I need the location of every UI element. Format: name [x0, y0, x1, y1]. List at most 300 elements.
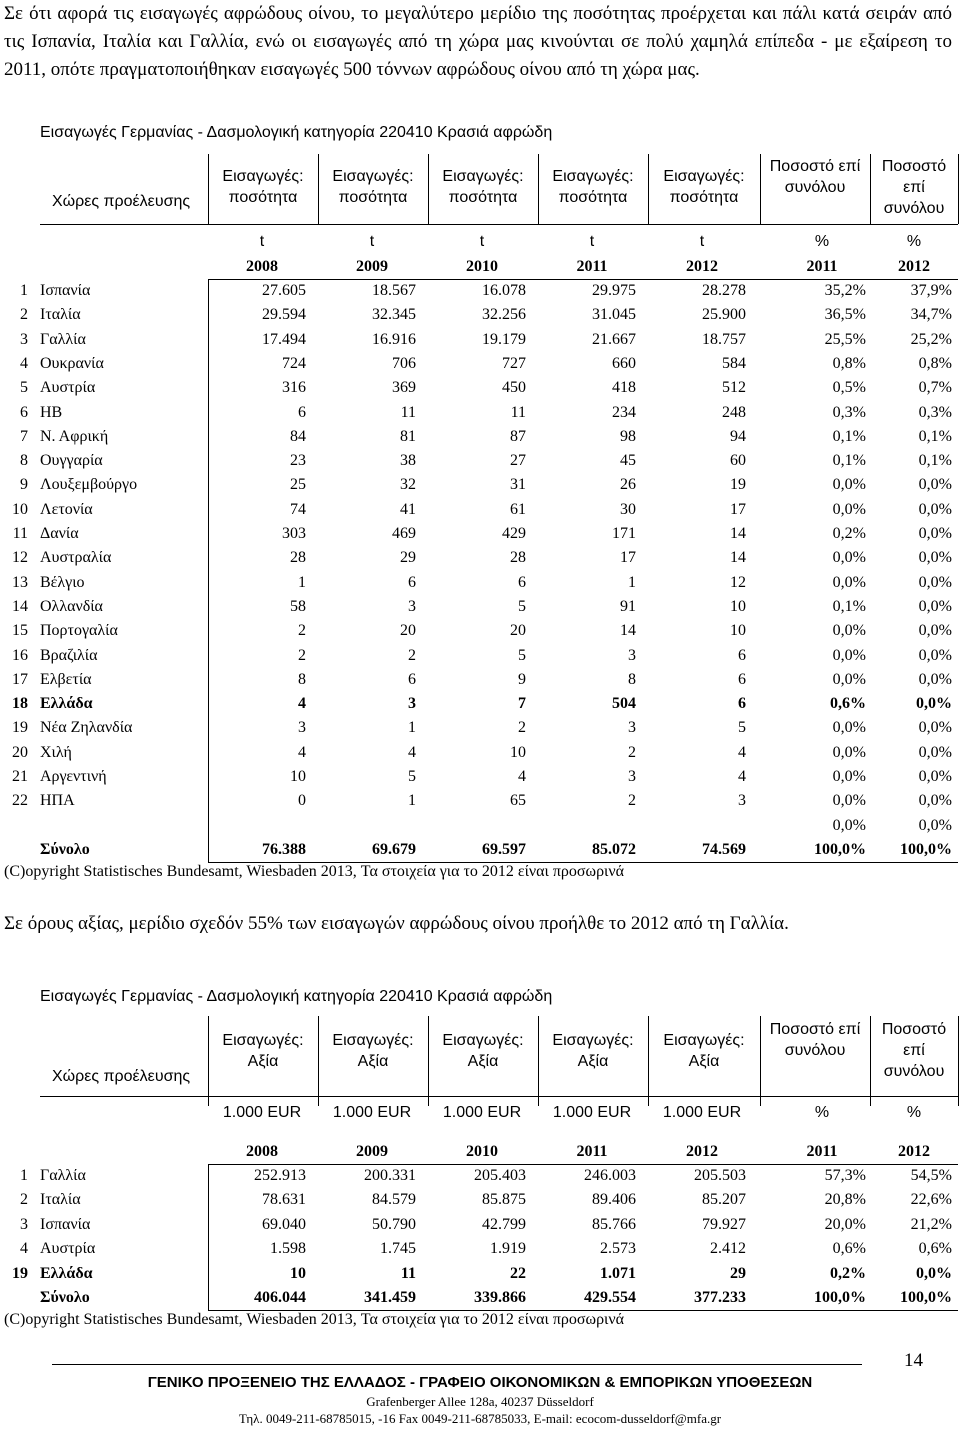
cell-value: 3 [408, 597, 416, 615]
cell-value: 1 [408, 719, 416, 737]
cell-value: 42.799 [482, 1215, 526, 1233]
table-title: Εισαγωγές Γερμανίας - Δασμολογική κατηγορία 220410 Κρασιά αφρώδη [40, 124, 553, 141]
cell-value: 0,0% [832, 768, 866, 785]
unit-label: % [814, 1104, 830, 1121]
cell-value: 0,0% [918, 670, 952, 688]
cell-value: 16.078 [482, 282, 526, 299]
cell-value: 1.598 [270, 1240, 306, 1258]
cell-value: 11 [400, 1264, 416, 1282]
total-row [0, 838, 960, 862]
cell-value: 2.412 [710, 1240, 746, 1258]
total-value: 429.554 [584, 1289, 636, 1306]
cell-value: 25 [290, 476, 306, 494]
table-row [0, 328, 960, 352]
header-border [208, 1016, 209, 1106]
row-number: 19 [12, 719, 28, 737]
cell-value: 0,1% [918, 452, 952, 470]
cell-value: 6 [408, 670, 416, 688]
row-number: 3 [20, 330, 28, 348]
cell-value: 20,8% [824, 1191, 866, 1209]
row-number: 3 [20, 1215, 28, 1233]
row-number: 6 [20, 403, 28, 421]
cell-value: 2 [408, 646, 416, 664]
footer-address: Grafenberger Allee 128a, 40237 Düsseldorf [366, 1394, 594, 1409]
cell-value: 85.766 [592, 1215, 636, 1233]
cell-value: 316 [282, 379, 306, 397]
cell-value: 11 [510, 403, 526, 421]
cell-value: 4 [408, 743, 416, 761]
unit-label: % [906, 233, 922, 250]
cell-value: 2 [628, 743, 636, 761]
cell-value: 252.913 [254, 1167, 306, 1184]
country-name: Αργεντινή [40, 768, 107, 785]
column-header: Εισαγωγές: Αξία [332, 1032, 414, 1070]
cell-value: 6 [738, 695, 746, 713]
cell-value: 0,3% [918, 403, 952, 421]
cell-value: 84.579 [372, 1191, 416, 1209]
table-row [0, 1237, 960, 1261]
cell-value: 0,0% [832, 670, 866, 688]
row-number: 1 [20, 282, 28, 299]
table-row [0, 1164, 960, 1188]
cell-value: 10 [290, 768, 306, 785]
header-border [648, 1016, 649, 1106]
year-label: 2010 [466, 1143, 498, 1160]
cell-value: 727 [502, 354, 526, 372]
column-header: Ποσοστό επί συνόλου [769, 158, 861, 196]
unit-label: 1.000 EUR [332, 1104, 412, 1121]
cell-value: 58 [290, 597, 306, 615]
country-name: Πορτογαλία [40, 622, 118, 640]
cell-value: 429 [502, 525, 526, 542]
header-rule [40, 224, 958, 225]
table-row [0, 1213, 960, 1237]
years-row [0, 255, 960, 279]
header-border [538, 154, 539, 224]
table-row [0, 449, 960, 473]
cell-value: 32 [400, 476, 416, 494]
row-number: 20 [12, 743, 28, 761]
cell-value: 0,0% [918, 719, 952, 737]
cell-value: 91 [620, 597, 636, 615]
row-number: 2 [20, 306, 28, 324]
total-label: Σύνολο [40, 1289, 90, 1306]
year-label: 2009 [356, 258, 388, 275]
cell-value: 660 [612, 354, 636, 372]
cell-value: 0,3% [832, 403, 866, 421]
row-number: 14 [12, 597, 28, 615]
unit-label: % [814, 233, 830, 250]
cell-value: 2 [628, 792, 636, 810]
cell-value: 61 [510, 500, 526, 518]
country-header: Χώρες προέλευσης [51, 1068, 191, 1085]
cell-value: 69.040 [262, 1215, 306, 1233]
total-value: 100,0% [900, 1289, 952, 1306]
header-border [760, 154, 761, 224]
cell-value: 22 [510, 1264, 526, 1282]
row-number: 2 [20, 1191, 28, 1209]
column-header: Εισαγωγές: ποσότητα [663, 168, 745, 206]
cell-value: 0,6% [830, 695, 866, 713]
cell-value: 2 [298, 622, 306, 640]
cell-value: 98 [620, 427, 636, 445]
cell-value: 23 [290, 452, 306, 470]
cell-value: 504 [612, 695, 636, 713]
country-name: Βέλγιο [40, 573, 85, 591]
total-label: Σύνολο [40, 840, 90, 858]
row-number: 19 [12, 1264, 28, 1282]
cell-value: 6 [738, 646, 746, 664]
country-name: Αυστρία [40, 379, 96, 397]
cell-value: 30 [620, 500, 636, 518]
cell-value: 234 [612, 403, 636, 421]
column-header: Ποσοστό επί συνόλου [881, 1021, 947, 1080]
total-row [0, 1286, 960, 1310]
column-header: Εισαγωγές: ποσότητα [332, 168, 414, 206]
cell-value: 1.071 [600, 1264, 636, 1282]
cell-value: 469 [392, 525, 416, 542]
cell-value: 9 [518, 670, 526, 688]
cell-value: 29.975 [592, 282, 636, 299]
row-number: 15 [12, 622, 28, 640]
cell-value: 21.667 [592, 330, 636, 348]
cell-value: 0,0% [832, 719, 866, 737]
footer-divider [52, 1364, 862, 1365]
cell-value: 8 [298, 670, 306, 688]
cell-value: 0,0% [918, 525, 952, 542]
country-name: Ελλάδα [40, 1264, 93, 1282]
header-border [958, 154, 959, 224]
cell-value: 724 [282, 354, 306, 372]
table-row [0, 1262, 960, 1286]
cell-value: 0,0% [918, 768, 952, 785]
cell-value: 0 [298, 792, 306, 810]
unit-label: 1.000 EUR [662, 1104, 742, 1121]
total-value: 69.597 [482, 840, 526, 858]
column-header: Εισαγωγές: ποσότητα [442, 168, 524, 206]
unit-label: % [906, 1104, 922, 1121]
footer-organization: ΓΕΝΙΚΟ ΠΡΟΞΕΝΕΙΟ ΤΗΣ ΕΛΛΑΔΟΣ - ΓΡΑΦΕΙΟ ΟΙΚΟΝΟΜΙΚΩΝ & ΕΜΠΟΡΙΚΩΝ ΥΠΟΘΕΣΕΩΝ [147, 1374, 813, 1391]
page-number: 14 [904, 1350, 923, 1371]
cell-value: 0,1% [832, 427, 866, 445]
row-number: 13 [12, 573, 28, 591]
cell-value: 34,7% [910, 306, 952, 324]
cell-value: 14 [620, 622, 636, 640]
row-number: 9 [20, 476, 28, 494]
row-number: 16 [12, 646, 28, 664]
row-number: 22 [12, 792, 28, 810]
column-header: Εισαγωγές: ποσότητα [222, 168, 304, 206]
cell-value: 0,6% [832, 1240, 866, 1258]
row-number: 7 [20, 427, 28, 445]
cell-value: 94 [730, 427, 746, 445]
table-row [0, 401, 960, 425]
country-name: Ελβετία [40, 670, 92, 688]
cell-value: 0,0% [832, 573, 866, 591]
total-value: 76.388 [262, 840, 306, 858]
unit-label: 1.000 EUR [442, 1104, 522, 1121]
unit-label: t [699, 233, 705, 250]
row-number: 18 [12, 695, 28, 713]
cell-value: 246.003 [584, 1167, 636, 1184]
cell-value: 0,0% [918, 792, 952, 810]
row-number: 4 [20, 354, 28, 372]
table-row [0, 668, 960, 692]
total-value: 341.459 [364, 1289, 416, 1306]
table-row [0, 473, 960, 497]
cell-value: 2.573 [600, 1240, 636, 1258]
cell-value: 20 [400, 622, 416, 640]
cell-value: 3 [738, 792, 746, 810]
cell-value: 6 [298, 403, 306, 421]
total-value: 100,0% [814, 1289, 866, 1306]
column-header: Εισαγωγές: ποσότητα [552, 168, 634, 206]
cell-value: 32.345 [372, 306, 416, 324]
cell-value: 1 [408, 792, 416, 810]
year-label: 2011 [806, 1143, 838, 1160]
cell-value: 171 [612, 525, 636, 542]
cell-value: 4 [738, 768, 746, 785]
cell-value: 17 [620, 549, 636, 567]
country-name: Αυστραλία [40, 549, 112, 567]
cell-value: 3 [408, 695, 416, 713]
cell-value: 29 [400, 549, 416, 567]
cell-value: 0,7% [918, 379, 952, 397]
table-row [0, 741, 960, 765]
cell-value: 85.207 [702, 1191, 746, 1209]
table-row [0, 303, 960, 327]
total-value: 85.072 [592, 840, 636, 858]
cell-value: 20,0% [824, 1215, 866, 1233]
cell-value: 74 [290, 500, 306, 518]
cell-value: 31 [510, 476, 526, 494]
cell-value: 8 [628, 670, 636, 688]
header-border [870, 1016, 871, 1106]
source-text: (C)opyright Statistisches Bundesamt, Wiesbaden 2013, Τα στοιχεία για το 2012 είναι προσωρινά [4, 1311, 624, 1328]
cell-value: 1 [298, 573, 306, 591]
row-number: 5 [20, 379, 28, 397]
total-value: 100,0% [814, 840, 866, 858]
cell-value: 5 [518, 597, 526, 615]
cell-value: 0,0% [918, 597, 952, 615]
cell-value: 0,0% [832, 622, 866, 640]
year-label: 2011 [576, 258, 608, 275]
row-number: 1 [20, 1167, 28, 1184]
cell-value: 6 [518, 573, 526, 591]
country-name: Γαλλία [40, 1167, 86, 1184]
value-share-paragraph: Σε όρους αξίας, μερίδιο σχεδόν 55% των εισαγωγών αφρώδους οίνου προήλθε το 2012 από τη Γαλλία. [4, 913, 789, 934]
year-label: 2012 [898, 1143, 930, 1160]
cell-value: 10 [730, 597, 746, 615]
unit-label: t [369, 233, 375, 250]
cell-value: 0,1% [918, 427, 952, 445]
cell-value: 89.406 [592, 1191, 636, 1209]
year-label: 2008 [246, 1143, 278, 1160]
cell-value: 17 [730, 500, 746, 518]
cell-value: 4 [738, 743, 746, 761]
cell-value: 1.745 [380, 1240, 416, 1258]
cell-value: 81 [400, 427, 416, 445]
table-row [0, 644, 960, 668]
cell-value: 26 [620, 476, 636, 494]
cell-value: 29 [730, 1264, 746, 1282]
country-name: Ουκρανία [40, 354, 104, 372]
source-text: (C)opyright Statistisches Bundesamt, Wiesbaden 2013, Τα στοιχεία για το 2012 είναι προσωρινά [4, 862, 624, 880]
country-name: Γαλλία [40, 330, 86, 348]
cell-value: 79.927 [702, 1215, 746, 1233]
cell-value: 0,0% [832, 816, 866, 834]
unit-label: t [479, 233, 485, 250]
column-header: Ποσοστό επί συνόλου [769, 1021, 861, 1059]
cell-value: 18.567 [372, 282, 416, 299]
cell-value: 0,5% [832, 379, 866, 397]
cell-value: 65 [510, 792, 526, 810]
cell-value: 4 [298, 695, 306, 713]
cell-value: 5 [408, 768, 416, 785]
header-rule [40, 1096, 958, 1097]
cell-value: 57,3% [824, 1167, 866, 1184]
country-name: Ελλάδα [40, 695, 93, 713]
cell-value: 84 [290, 427, 306, 445]
cell-value: 2 [518, 719, 526, 737]
cell-value: 2 [298, 646, 306, 664]
table-row [0, 765, 960, 789]
country-name: Ιταλία [40, 1191, 81, 1209]
cell-value: 28 [290, 549, 306, 567]
table-row [0, 425, 960, 449]
units-row [0, 230, 960, 254]
cell-value: 32.256 [482, 306, 526, 324]
total-value: 406.044 [254, 1289, 306, 1306]
table-row [0, 571, 960, 595]
row-number: 4 [20, 1240, 28, 1258]
cell-value: 584 [722, 354, 746, 372]
total-value: 339.866 [474, 1289, 526, 1306]
total-value: 377.233 [694, 1289, 746, 1306]
cell-value: 3 [628, 646, 636, 664]
unit-label: 1.000 EUR [222, 1104, 302, 1121]
cell-value: 5 [518, 646, 526, 664]
year-label: 2011 [576, 1143, 608, 1160]
header-border [760, 1016, 761, 1106]
year-label: 2012 [686, 258, 718, 275]
table-row [0, 814, 960, 838]
cell-value: 22,6% [910, 1191, 952, 1209]
cell-value: 25,5% [824, 330, 866, 348]
cell-value: 87 [510, 427, 526, 445]
table-row [0, 619, 960, 643]
cell-value: 1 [628, 573, 636, 591]
country-name: Δανία [40, 525, 79, 542]
cell-value: 0,1% [832, 452, 866, 470]
header-border [870, 154, 871, 224]
cell-value: 17.494 [262, 330, 306, 348]
row-number: 17 [12, 670, 28, 688]
cell-value: 0,0% [916, 1264, 952, 1282]
cell-value: 4 [298, 743, 306, 761]
country-name: Ισπανία [40, 1215, 91, 1233]
unit-label: 1.000 EUR [552, 1104, 632, 1121]
country-name: ΗΒ [40, 403, 63, 421]
cell-value: 706 [392, 354, 416, 372]
year-label: 2010 [466, 258, 498, 275]
total-value: 69.679 [372, 840, 416, 858]
cell-value: 0,2% [830, 1264, 866, 1282]
cell-value: 78.631 [262, 1191, 306, 1209]
cell-value: 5 [738, 719, 746, 737]
table-row [0, 546, 960, 570]
row-number: 11 [12, 525, 28, 542]
header-border [208, 154, 209, 224]
cell-value: 418 [612, 379, 636, 397]
cell-value: 0,0% [832, 743, 866, 761]
cell-value: 25.900 [702, 306, 746, 324]
cell-value: 37,9% [910, 282, 952, 299]
cell-value: 0,0% [918, 622, 952, 640]
cell-value: 0,1% [832, 597, 866, 615]
header-border [428, 1016, 429, 1106]
cell-value: 450 [502, 379, 526, 397]
cell-value: 369 [392, 379, 416, 397]
cell-value: 16.916 [372, 330, 416, 348]
country-name: Λουξεμβούργο [40, 476, 138, 494]
cell-value: 27.605 [262, 282, 306, 299]
table-row [0, 789, 960, 813]
cell-value: 7 [518, 695, 526, 713]
cell-value: 10 [730, 622, 746, 640]
cell-value: 200.331 [364, 1167, 416, 1184]
country-name: Λετονία [40, 500, 93, 518]
intro-paragraph: Σε ότι αφορά τις εισαγωγές αφρώδους οίνου, το μεγαλύτερο μερίδιο της ποσότητας προέρχεται και πάλι κατά σειράν από τις Ισπανία, Ιταλία και Γαλλία, ενώ οι εισαγωγές από τη χώρα μας κινούνται σε πολύ χαμηλά επίπεδα - με εξαίρεση το 2011, οπότε πραγματοποιήθηκαν εισαγωγές 500 τόννων αφρώδους οίνου από τη χώρα μας. [4, 3, 952, 80]
row-number: 8 [20, 452, 28, 470]
cell-value: 6 [408, 573, 416, 591]
year-label: 2012 [898, 258, 930, 275]
table-row [0, 595, 960, 619]
cell-value: 29.594 [262, 306, 306, 324]
unit-label: t [589, 233, 595, 250]
cell-value: 10 [290, 1264, 306, 1282]
column-header: Εισαγωγές: Αξία [222, 1032, 304, 1070]
cell-value: 0,0% [918, 646, 952, 664]
cell-value: 303 [282, 525, 306, 542]
cell-value: 3 [628, 768, 636, 785]
table-row [0, 522, 960, 546]
total-value: 74.569 [702, 840, 746, 858]
unit-label: t [259, 233, 265, 250]
country-header: Χώρες προέλευσης [51, 193, 191, 210]
cell-value: 0,0% [918, 500, 952, 518]
cell-value: 0,2% [832, 525, 866, 542]
country-name: Ν. Αφρική [40, 427, 109, 445]
years-row [0, 1140, 960, 1164]
country-name: Ισπανία [40, 282, 91, 299]
country-name: Ουγγαρία [40, 452, 103, 470]
header-border [428, 154, 429, 224]
country-name: Αυστρία [40, 1240, 96, 1258]
cell-value: 50.790 [372, 1215, 416, 1233]
column-header: Ποσοστό επί συνόλου [881, 158, 947, 217]
row-number: 21 [12, 768, 28, 785]
country-name: ΗΠΑ [40, 792, 75, 810]
cell-value: 512 [722, 379, 746, 397]
header-border [538, 1016, 539, 1106]
table-row [0, 1188, 960, 1212]
cell-value: 0,0% [916, 695, 952, 713]
table-row [0, 692, 960, 716]
country-name: Ιταλία [40, 306, 81, 324]
row-number: 12 [12, 549, 28, 567]
country-name: Χιλή [40, 743, 72, 761]
